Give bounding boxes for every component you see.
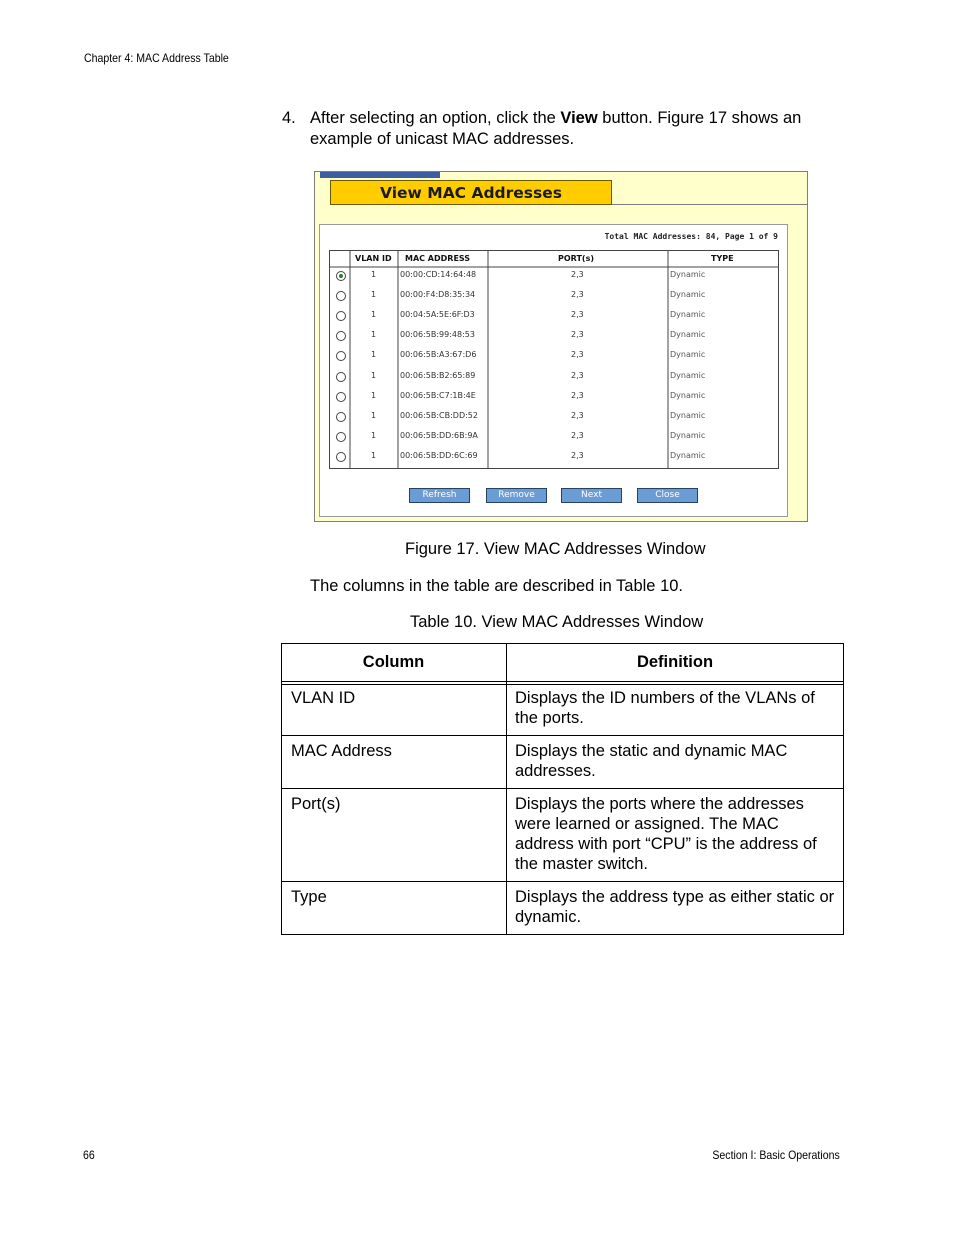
type-cell: Dynamic — [670, 330, 706, 340]
remove-button[interactable]: Remove — [486, 488, 547, 503]
next-button[interactable]: Next — [561, 488, 622, 503]
title-divider — [612, 204, 808, 205]
vlan-id-cell: 1 — [371, 290, 377, 300]
row-select-radio[interactable] — [336, 432, 346, 442]
col-mac-address: MAC ADDRESS — [405, 254, 471, 263]
window-title: View MAC Addresses — [330, 180, 612, 205]
step-number: 4. — [282, 109, 296, 127]
type-cell: Dynamic — [670, 290, 706, 300]
step-text-part: After selecting an option, click the — [310, 109, 561, 127]
vlan-id-cell: 1 — [371, 270, 377, 279]
page-number: 66 — [83, 1148, 95, 1162]
header-definition: Definition — [636, 653, 714, 671]
type-cell: Dynamic — [670, 410, 706, 420]
row-select-radio[interactable] — [336, 392, 346, 402]
mac-address-cell: 00:06:5B:A3:67:D6 — [400, 350, 477, 360]
vlan-id-cell: 1 — [371, 330, 377, 340]
intro-text: The columns in the table are described in Table 10. — [310, 577, 684, 595]
col-vlan-id: VLAN ID — [355, 254, 392, 263]
total-mac-label: Total MAC Addresses: 84, Page 1 of 9 — [604, 232, 778, 241]
ports-cell: 2,3 — [571, 270, 584, 279]
refresh-button[interactable]: Refresh — [409, 488, 470, 503]
row-select-radio[interactable] — [336, 412, 346, 422]
table-caption: Table 10. View MAC Addresses Window — [410, 613, 704, 631]
row-ports-column: Port(s) — [291, 795, 341, 813]
row-select-radio[interactable] — [336, 372, 346, 382]
window-top-bar — [320, 172, 440, 178]
type-cell: Dynamic — [670, 430, 706, 440]
row-vlan-id-definition: Displays the ID numbers of the VLANs of the ports. — [515, 689, 815, 727]
col-ports: PORT(s) — [558, 254, 594, 263]
row-ports-definition: Displays the ports where the addresses were learned or assigned. The MAC address with port “CPU” is the address of the master switch. — [515, 795, 817, 873]
mac-address-table — [329, 250, 779, 469]
type-cell: Dynamic — [670, 350, 706, 360]
chapter-header: Chapter 4: MAC Address Table — [84, 51, 229, 65]
vlan-id-cell: 1 — [371, 370, 377, 380]
ports-cell: 2,3 — [571, 350, 584, 360]
vlan-id-cell: 1 — [371, 410, 377, 420]
mac-address-cell: 00:00:CD:14:64:48 — [400, 270, 477, 279]
row-type-column: Type — [291, 888, 327, 906]
mac-address-cell: 00:06:5B:B2:65:89 — [400, 370, 476, 380]
mac-address-cell: 00:00:F4:D8:35:34 — [400, 290, 476, 300]
figure-caption: Figure 17. View MAC Addresses Window — [405, 540, 706, 558]
mac-address-cell: 00:06:5B:99:48:53 — [400, 330, 475, 340]
type-cell: Dynamic — [670, 390, 706, 400]
mac-address-cell: 00:06:5B:C7:1B:4E — [400, 390, 476, 400]
vlan-id-cell: 1 — [371, 390, 377, 400]
row-mac-address-definition: Displays the static and dynamic MAC addresses. — [515, 742, 788, 780]
row-vlan-id-column: VLAN ID — [291, 689, 356, 707]
vlan-id-cell: 1 — [371, 310, 377, 320]
type-cell: Dynamic — [670, 310, 706, 320]
type-cell: Dynamic — [670, 370, 706, 380]
mac-table-grid — [330, 251, 778, 468]
mac-address-cell: 00:06:5B:CB:DD:52 — [400, 410, 478, 420]
type-cell: Dynamic — [670, 270, 706, 279]
ports-cell: 2,3 — [571, 310, 584, 320]
ports-cell: 2,3 — [571, 370, 584, 380]
vlan-id-cell: 1 — [371, 430, 377, 440]
step-text-part: button. Figure 17 shows an example of unicast MAC addresses. — [310, 109, 802, 148]
ports-cell: 2,3 — [571, 430, 584, 440]
section-footer: Section I: Basic Operations — [712, 1148, 840, 1162]
type-cell: Dynamic — [670, 450, 706, 460]
ports-cell: 2,3 — [571, 290, 584, 300]
mac-address-cell: 00:04:5A:5E:6F:D3 — [400, 310, 475, 320]
mac-address-cell: 00:06:5B:DD:6B:9A — [400, 430, 478, 440]
vlan-id-cell: 1 — [371, 350, 377, 360]
ports-cell: 2,3 — [571, 390, 584, 400]
ports-cell: 2,3 — [571, 330, 584, 340]
header-column: Column — [362, 653, 425, 671]
close-button[interactable]: Close — [637, 488, 698, 503]
row-select-radio[interactable] — [336, 271, 346, 281]
row-select-radio[interactable] — [336, 452, 346, 462]
col-type: TYPE — [711, 254, 734, 263]
row-type-definition: Displays the address type as either static or dynamic. — [515, 888, 835, 926]
row-mac-address-column: MAC Address — [291, 742, 392, 760]
step-text — [310, 108, 840, 150]
ports-cell: 2,3 — [571, 450, 584, 460]
step-text-bold: View — [560, 109, 598, 127]
mac-address-cell: 00:06:5B:DD:6C:69 — [400, 450, 478, 460]
definition-table — [281, 643, 844, 935]
ports-cell: 2,3 — [571, 410, 584, 420]
vlan-id-cell: 1 — [371, 450, 377, 460]
